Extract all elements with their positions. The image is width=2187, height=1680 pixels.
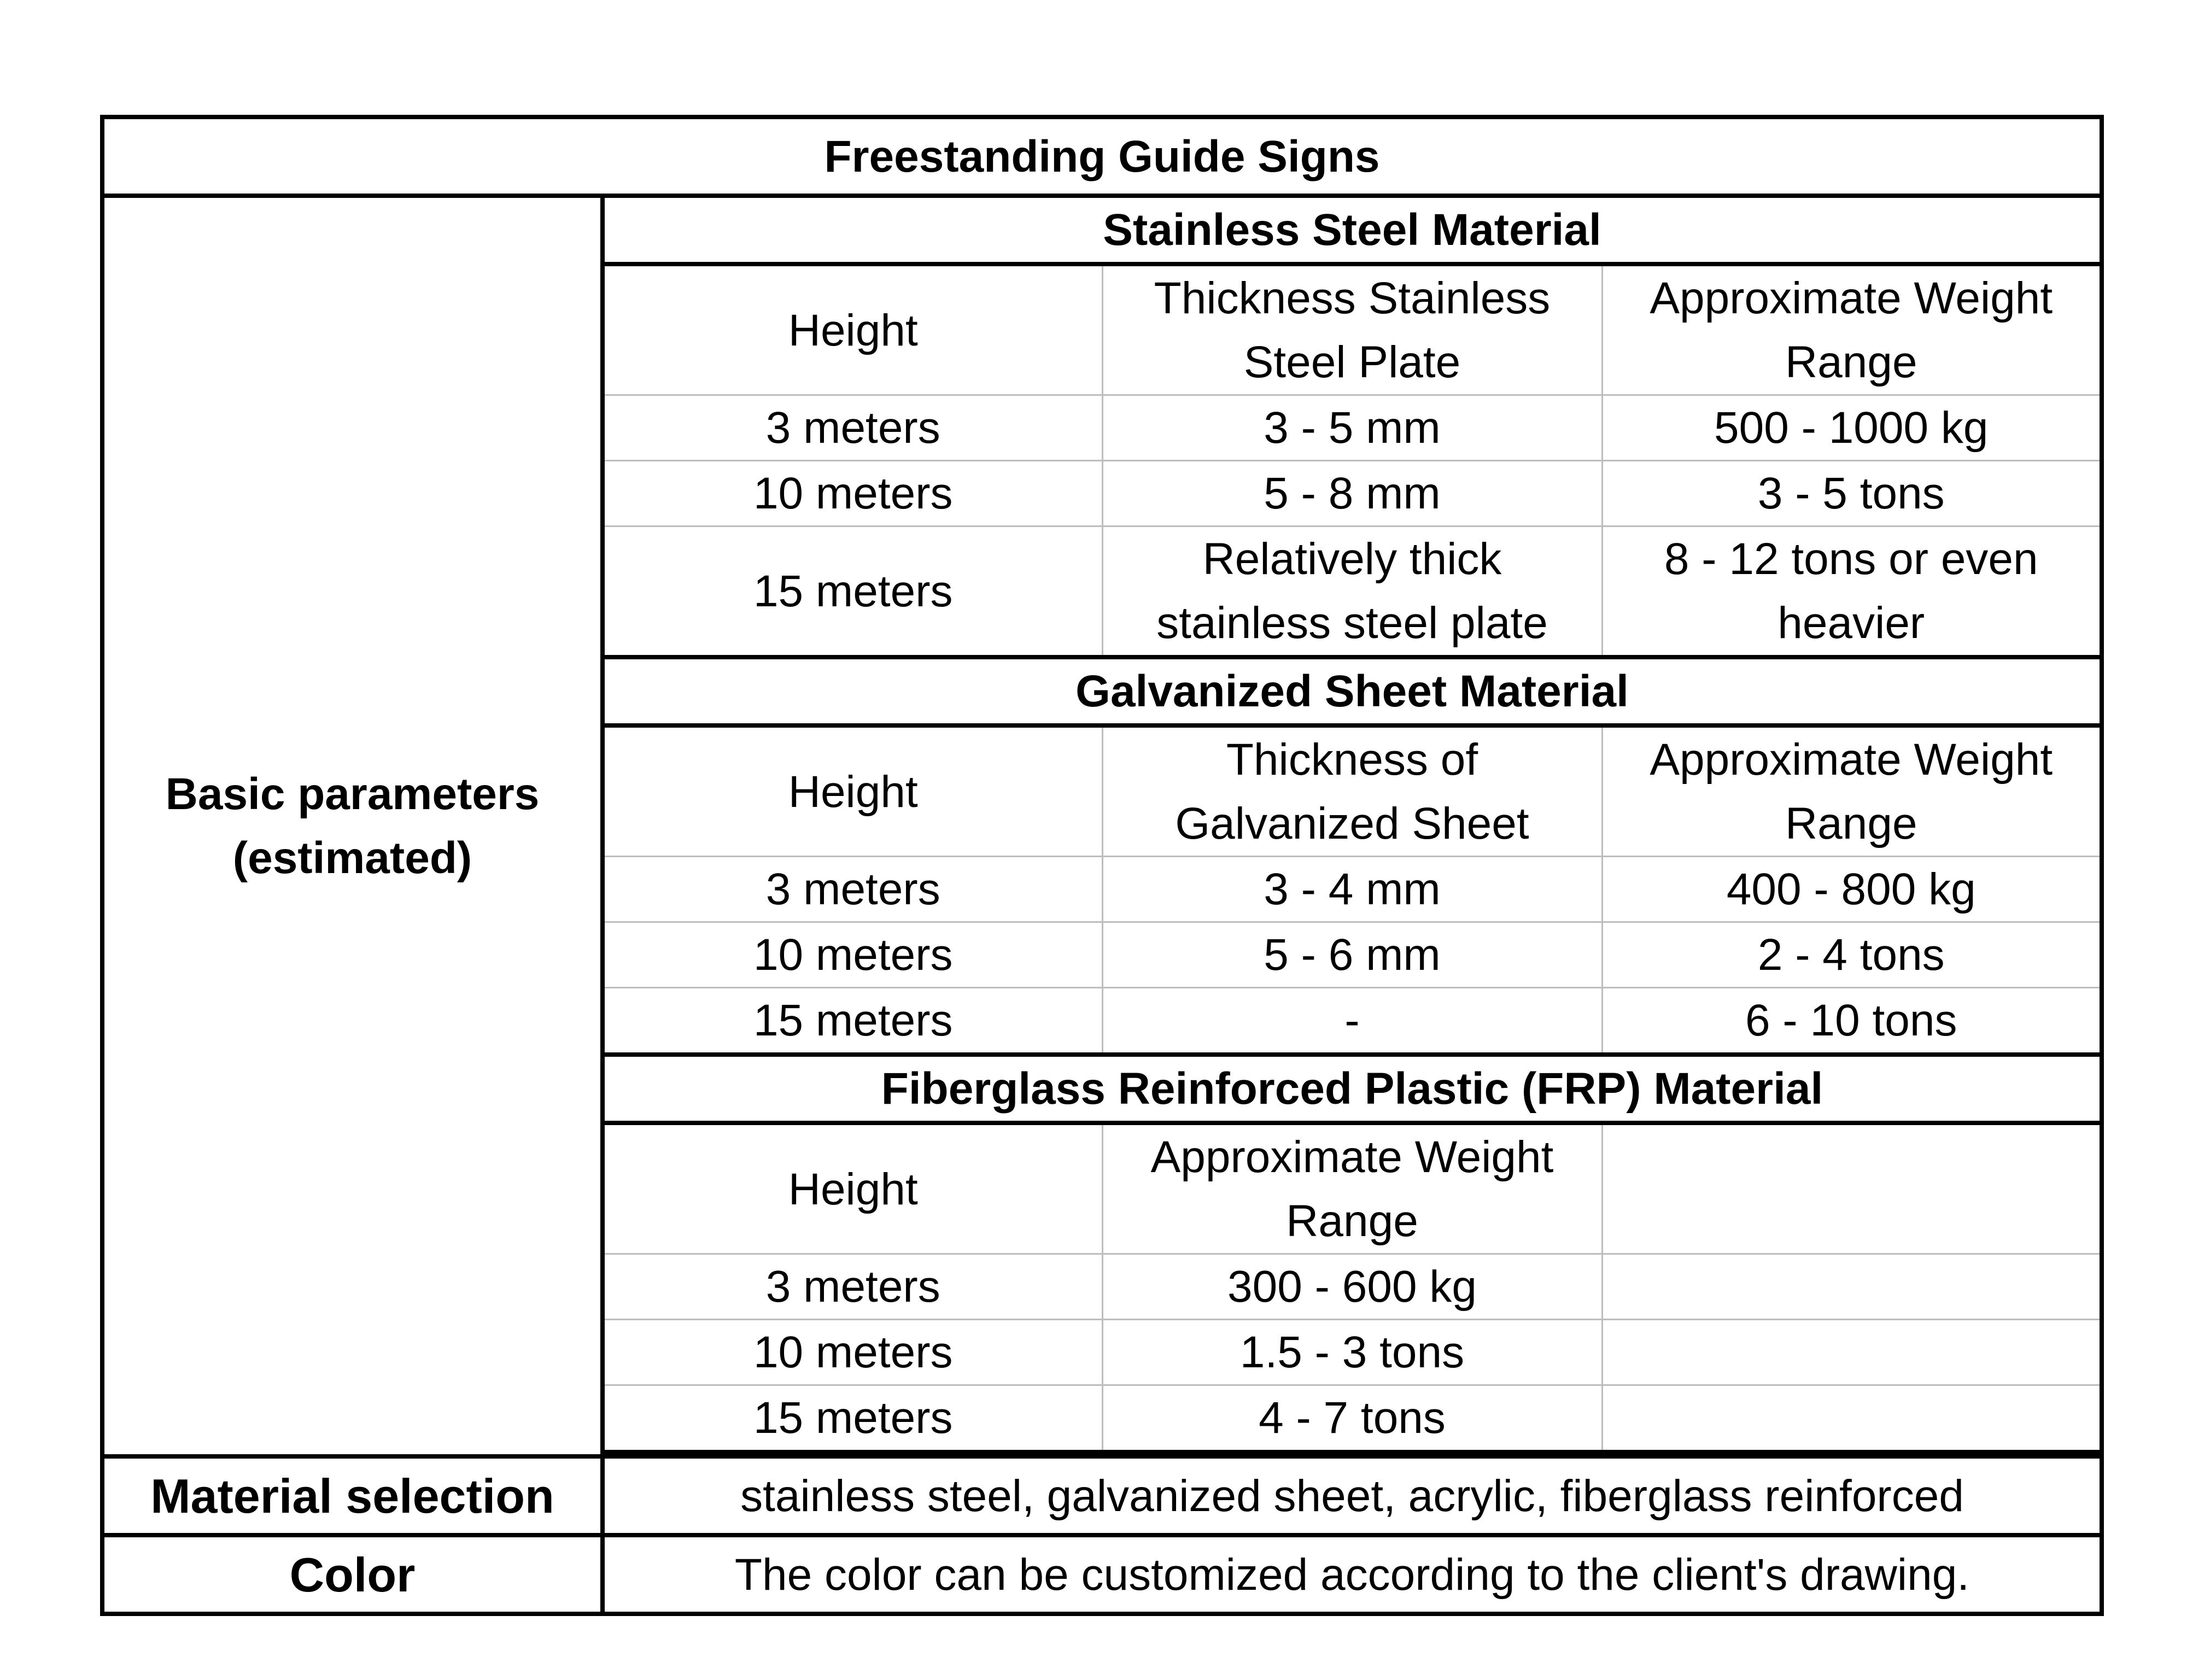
table-cell: 8 - 12 tons or even heavier xyxy=(1602,526,2102,658)
table-cell: 4 - 7 tons xyxy=(1102,1385,1602,1453)
table-title: Freestanding Guide Signs xyxy=(102,117,2102,196)
column-header: Thickness Stainless Steel Plate xyxy=(1102,264,1602,395)
table-cell: 15 meters xyxy=(603,1385,1102,1453)
table-cell: 10 meters xyxy=(603,1320,1102,1385)
table-cell: 10 meters xyxy=(603,461,1102,526)
table-cell: 300 - 600 kg xyxy=(1102,1254,1602,1320)
basic-parameters-label: Basic parameters (estimated) xyxy=(102,196,603,1456)
material-selection-value: stainless steel, galvanized sheet, acrylic, fiberglass reinforced xyxy=(603,1456,2102,1535)
table-cell: 3 - 5 mm xyxy=(1102,395,1602,461)
table-cell xyxy=(1602,1254,2102,1320)
table-cell: 1.5 - 3 tons xyxy=(1102,1320,1602,1385)
column-header: Height xyxy=(603,1123,1102,1254)
table-cell: 400 - 800 kg xyxy=(1602,857,2102,922)
column-header: Approximate Weight Range xyxy=(1602,264,2102,395)
color-label: Color xyxy=(102,1535,603,1614)
section-heading-galvanized: Galvanized Sheet Material xyxy=(603,657,2102,725)
material-selection-label: Material selection xyxy=(102,1456,603,1535)
section-heading-stainless: Stainless Steel Material xyxy=(603,196,2102,264)
table-cell xyxy=(1602,1320,2102,1385)
table-cell: 6 - 10 tons xyxy=(1602,988,2102,1055)
table-cell: 2 - 4 tons xyxy=(1602,922,2102,988)
table-cell: 3 - 4 mm xyxy=(1102,857,1602,922)
column-header: Height xyxy=(603,725,1102,857)
table-cell: 3 meters xyxy=(603,1254,1102,1320)
column-header: Thickness of Galvanized Sheet xyxy=(1102,725,1602,857)
section-heading-frp: Fiberglass Reinforced Plastic (FRP) Material xyxy=(603,1055,2102,1123)
table-cell: - xyxy=(1102,988,1602,1055)
table-cell: 15 meters xyxy=(603,988,1102,1055)
table-cell: 5 - 6 mm xyxy=(1102,922,1602,988)
table-cell: 5 - 8 mm xyxy=(1102,461,1602,526)
column-header: Approximate Weight Range xyxy=(1602,725,2102,857)
table-cell: 10 meters xyxy=(603,922,1102,988)
table-cell: 3 meters xyxy=(603,857,1102,922)
table-cell: Relatively thick stainless steel plate xyxy=(1102,526,1602,658)
table-cell: 3 meters xyxy=(603,395,1102,461)
table-cell: 500 - 1000 kg xyxy=(1602,395,2102,461)
table-cell: 15 meters xyxy=(603,526,1102,658)
column-header: Height xyxy=(603,264,1102,395)
table-cell xyxy=(1602,1385,2102,1453)
table-cell: 3 - 5 tons xyxy=(1602,461,2102,526)
spec-table xyxy=(100,115,2104,1616)
color-value: The color can be customized according to the client's drawing. xyxy=(603,1535,2102,1614)
column-header xyxy=(1602,1123,2102,1254)
column-header: Approximate Weight Range xyxy=(1102,1123,1602,1254)
